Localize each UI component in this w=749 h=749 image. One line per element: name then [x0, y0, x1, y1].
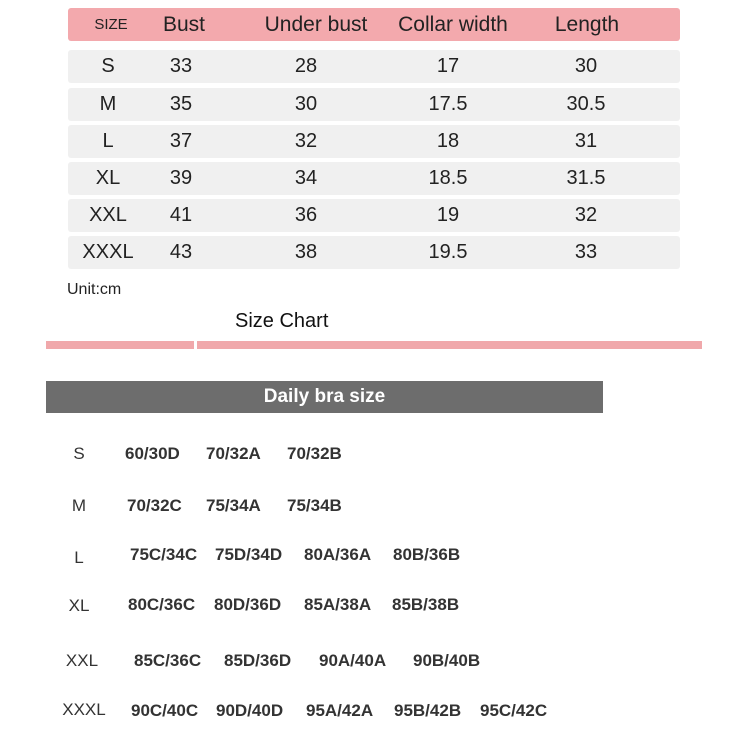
size-chart-title: Size Chart — [235, 310, 329, 332]
bra-option: 75D/34D — [215, 545, 283, 564]
bra-size-label: XL — [68, 596, 90, 615]
bra-option: 90A/40A — [319, 651, 387, 670]
bra-option: 90B/40B — [413, 651, 481, 670]
bra-option: 95B/42B — [394, 701, 462, 720]
bra-option: 85D/36D — [224, 651, 292, 670]
cell-under-bust: 34 — [294, 167, 318, 189]
cell-size: L — [102, 130, 114, 152]
table-row — [68, 50, 680, 83]
bra-option: 85C/36C — [134, 651, 202, 670]
header-size: SIZE — [94, 16, 128, 33]
cell-under-bust: 28 — [294, 55, 318, 77]
table-row — [68, 88, 680, 121]
bra-option: 75/34B — [287, 496, 342, 515]
bra-size-label: XXXL — [62, 700, 106, 719]
cell-bust: 41 — [169, 204, 193, 226]
cell-length: 33 — [574, 241, 598, 263]
cell-collar-width: 17.5 — [428, 93, 468, 115]
bra-size-label: S — [73, 444, 85, 463]
bra-option: 90C/40C — [131, 701, 199, 720]
cell-length: 31.5 — [566, 167, 606, 189]
bra-size-header: Daily bra size — [46, 381, 603, 413]
bra-option: 70/32B — [287, 444, 342, 463]
divider — [46, 341, 194, 349]
table-row — [68, 236, 680, 269]
cell-bust: 39 — [169, 167, 193, 189]
size-chart-header-row — [68, 8, 680, 41]
cell-size: XXXL — [82, 241, 134, 263]
bra-option: 75/34A — [206, 496, 261, 515]
cell-length: 31 — [574, 130, 598, 152]
bra-option: 70/32C — [127, 496, 182, 515]
cell-size: S — [101, 55, 115, 77]
table-row — [68, 199, 680, 232]
bra-size-label: M — [71, 496, 87, 515]
bra-option: 85B/38B — [392, 595, 460, 614]
bra-option: 80B/36B — [393, 545, 461, 564]
cell-bust: 43 — [169, 241, 193, 263]
cell-bust: 37 — [169, 130, 193, 152]
cell-under-bust: 30 — [294, 93, 318, 115]
unit-label: Unit:cm — [67, 281, 122, 298]
divider — [197, 341, 702, 349]
cell-size: M — [99, 93, 117, 115]
cell-size: XL — [95, 167, 121, 189]
bra-option: 80C/36C — [128, 595, 196, 614]
cell-collar-width: 18 — [436, 130, 460, 152]
header-length: Length — [554, 13, 620, 36]
cell-under-bust: 38 — [294, 241, 318, 263]
cell-length: 30 — [574, 55, 598, 77]
header-bust: Bust — [162, 13, 206, 36]
cell-length: 32 — [574, 204, 598, 226]
cell-bust: 35 — [169, 93, 193, 115]
cell-collar-width: 17 — [436, 55, 460, 77]
bra-option: 60/30D — [125, 444, 180, 463]
cell-collar-width: 18.5 — [428, 167, 468, 189]
cell-collar-width: 19.5 — [428, 241, 468, 263]
table-row — [68, 162, 680, 195]
cell-under-bust: 36 — [294, 204, 318, 226]
table-row — [68, 125, 680, 158]
cell-size: XXL — [89, 204, 127, 226]
bra-option: 95C/42C — [480, 701, 548, 720]
bra-option: 95A/42A — [306, 701, 374, 720]
cell-collar-width: 19 — [436, 204, 460, 226]
bra-option: 70/32A — [206, 444, 261, 463]
bra-option: 90D/40D — [216, 701, 284, 720]
cell-under-bust: 32 — [294, 130, 318, 152]
bra-option: 85A/38A — [304, 595, 372, 614]
bra-option: 75C/34C — [130, 545, 198, 564]
bra-size-label: XXL — [65, 651, 99, 670]
bra-size-label: L — [74, 548, 84, 567]
cell-bust: 33 — [169, 55, 193, 77]
header-under-bust: Under bust — [264, 13, 368, 36]
bra-option: 80D/36D — [214, 595, 282, 614]
header-collar-width: Collar width — [398, 13, 508, 36]
bra-option: 80A/36A — [304, 545, 372, 564]
cell-length: 30.5 — [566, 93, 606, 115]
